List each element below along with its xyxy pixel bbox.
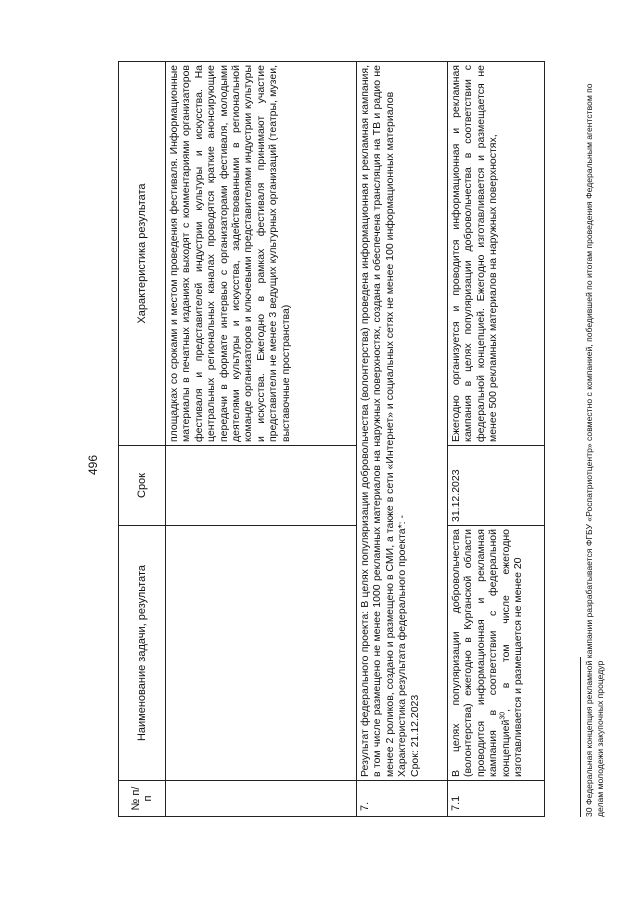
header-term: Срок [119, 446, 166, 526]
cell-empty [166, 446, 357, 526]
table-row [166, 62, 357, 817]
continuation-characteristic: площадках со сроками и местом проведения фестиваля. Информационные материалы в печатных изданиях выходят с комментариями организаторов фестиваля и представителей индустрии культуры и искусства. На центральных региональных каналах проводятся краткие анонсирующие передачи в формате интервью с организаторами фестиваля, молодыми деятелями культуры и искусства, задействованными в региональной команде организаторов и ключевыми представителями индустрии культуры и искусства. Ежегодно в рамках фестиваля принимают участие представители не менее 3 ведущих культурных организаций (театры, музеи, выставочные пространства) [166, 62, 357, 446]
result-cell [357, 62, 448, 781]
table-header-row [119, 62, 166, 817]
header-characteristic: Характеристика результата [119, 62, 166, 446]
row-number: 7.1 [448, 781, 545, 817]
task-text: В целях популяризации добровольчества (волонтерства) ежегодно в Курганской области проводится информационная и рекламная кампания в соответствии с федеральной концепцией [450, 529, 512, 777]
cell-empty [166, 526, 357, 781]
characteristic-cell: Ежегодно организуется и проводится информационная и рекламная кампания в целях популяризации добровольчества в соответствии с федеральной концепцией. Ежегодно изготавливается и размещается не менее 500 рекламных материалов на наружных поверхностях, [448, 62, 545, 446]
result-number: 7. [357, 781, 448, 817]
header-task: Наименование задачи, результата [119, 526, 166, 781]
task-cell [448, 526, 545, 781]
footnote: 30 Федеральная концепция рекламной кампании разрабатывается ФГБУ «Роспатриотцентр» совместно с компанией, победившей по итогам проведения Федеральным агентством по делам молодежи закупочных процедур [584, 83, 605, 817]
page-number: 496 [86, 454, 100, 475]
footnote-divider [580, 657, 581, 817]
table-row [448, 62, 545, 817]
header-num: № п/п [119, 781, 166, 817]
term-cell: 31.12.2023 [448, 446, 545, 526]
results-table [118, 61, 545, 817]
task-text-continued: , в том числе ежегодно изготавливается и размещается не менее 20 [499, 529, 525, 777]
result-deadline: Срок: 21.12.2023 [408, 694, 421, 777]
result-characteristic: Характеристика результата федерального проекта*: - [396, 514, 409, 777]
table-row-result [357, 62, 448, 817]
cell-empty [166, 781, 357, 817]
footnote-ref[interactable]: 30 [499, 711, 507, 720]
result-text: Результат федерального проекта: В целях популяризации добровольчества (волонтерства) проведена информационная и рекламная кампания, в том числе размещено не менее 1000 рекламных материалов на наружных поверхностях, создана и обеспечена трансляция на ТВ и радио не менее 2 роликов, создано и размещено в СМИ, а также в сети «Интернет» и социальных сетях не менее 100 информационных материалов [359, 65, 396, 777]
